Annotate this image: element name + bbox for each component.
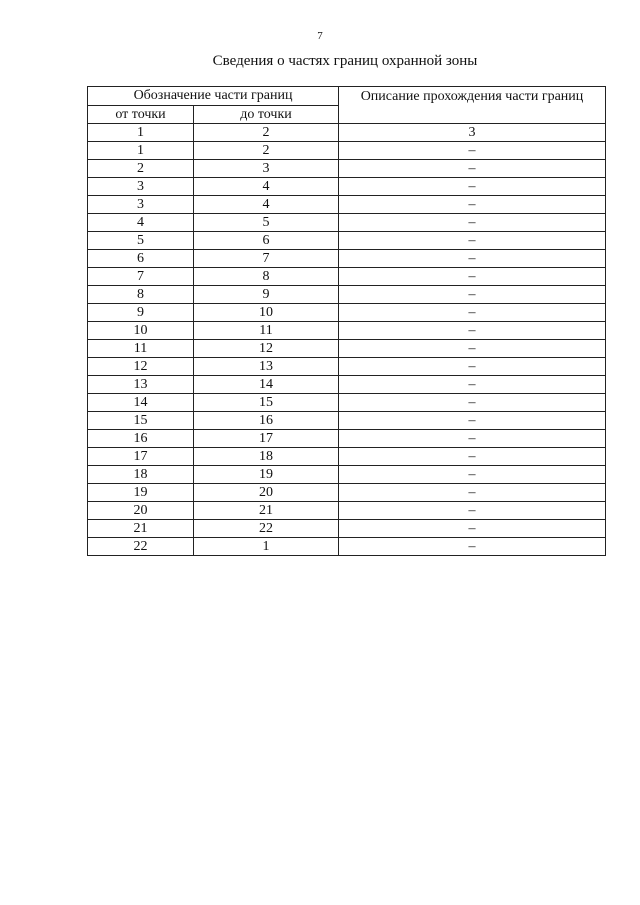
- from-point-cell: 6: [88, 250, 194, 268]
- to-point-cell: 14: [194, 376, 339, 394]
- from-point-cell: 16: [88, 430, 194, 448]
- description-cell: –: [339, 502, 606, 520]
- to-point-cell: 4: [194, 196, 339, 214]
- table-row: [88, 340, 606, 358]
- from-point-cell: 17: [88, 448, 194, 466]
- from-point-cell: 3: [88, 178, 194, 196]
- table-row: [88, 178, 606, 196]
- to-point-cell: 1: [194, 538, 339, 556]
- table-row: [88, 376, 606, 394]
- table-row: [88, 448, 606, 466]
- table-row: [88, 196, 606, 214]
- description-cell: –: [339, 286, 606, 304]
- description-cell: –: [339, 448, 606, 466]
- to-point-cell: 12: [194, 340, 339, 358]
- table-row: [88, 430, 606, 448]
- description-cell: –: [339, 376, 606, 394]
- document-title: Сведения о частях границ охранной зоны: [212, 53, 478, 69]
- from-point-cell: 4: [88, 214, 194, 232]
- table-row: [88, 250, 606, 268]
- column-number: 3: [339, 124, 606, 142]
- table-row: [88, 142, 606, 160]
- description-cell: –: [339, 520, 606, 538]
- to-point-cell: 18: [194, 448, 339, 466]
- description-cell: –: [339, 178, 606, 196]
- description-cell: –: [339, 232, 606, 250]
- description-cell: –: [339, 358, 606, 376]
- to-point-cell: 15: [194, 394, 339, 412]
- to-point-header: до точки: [194, 106, 339, 124]
- table-row: [88, 520, 606, 538]
- description-cell: –: [339, 268, 606, 286]
- from-point-cell: 10: [88, 322, 194, 340]
- table-row: [88, 538, 606, 556]
- description-cell: –: [339, 160, 606, 178]
- table-row: [88, 412, 606, 430]
- to-point-cell: 4: [194, 178, 339, 196]
- table-header: [88, 87, 606, 142]
- from-point-cell: 5: [88, 232, 194, 250]
- description-cell: –: [339, 412, 606, 430]
- table-row: [88, 286, 606, 304]
- from-point-cell: 12: [88, 358, 194, 376]
- description-cell: –: [339, 304, 606, 322]
- table-row: [88, 484, 606, 502]
- table-row: [88, 322, 606, 340]
- description-cell: –: [339, 538, 606, 556]
- to-point-cell: 20: [194, 484, 339, 502]
- from-point-cell: 22: [88, 538, 194, 556]
- table-row: [88, 232, 606, 250]
- table-row: [88, 394, 606, 412]
- from-point-cell: 8: [88, 286, 194, 304]
- description-cell: –: [339, 394, 606, 412]
- from-point-cell: 2: [88, 160, 194, 178]
- table-row: [88, 466, 606, 484]
- boundary-description-header: Описание прохождения части границ: [339, 87, 606, 124]
- to-point-cell: 17: [194, 430, 339, 448]
- table-row: [88, 304, 606, 322]
- to-point-cell: 13: [194, 358, 339, 376]
- from-point-cell: 13: [88, 376, 194, 394]
- from-point-cell: 18: [88, 466, 194, 484]
- page-number: 7: [317, 30, 323, 42]
- to-point-cell: 11: [194, 322, 339, 340]
- header-row-top: [88, 87, 606, 106]
- description-cell: –: [339, 214, 606, 232]
- from-point-header: от точки: [88, 106, 194, 124]
- description-cell: –: [339, 142, 606, 160]
- to-point-cell: 9: [194, 286, 339, 304]
- from-point-cell: 9: [88, 304, 194, 322]
- to-point-cell: 21: [194, 502, 339, 520]
- description-cell: –: [339, 430, 606, 448]
- description-cell: –: [339, 322, 606, 340]
- to-point-cell: 2: [194, 142, 339, 160]
- table-row: [88, 358, 606, 376]
- description-cell: –: [339, 466, 606, 484]
- column-numbers-row: [88, 124, 606, 142]
- description-cell: –: [339, 484, 606, 502]
- to-point-cell: 19: [194, 466, 339, 484]
- to-point-cell: 3: [194, 160, 339, 178]
- from-point-cell: 11: [88, 340, 194, 358]
- to-point-cell: 5: [194, 214, 339, 232]
- table-row: [88, 160, 606, 178]
- from-point-cell: 3: [88, 196, 194, 214]
- to-point-cell: 6: [194, 232, 339, 250]
- table-row: [88, 268, 606, 286]
- description-cell: –: [339, 250, 606, 268]
- boundary-parts-table: [87, 86, 606, 556]
- table-row: [88, 214, 606, 232]
- from-point-cell: 1: [88, 142, 194, 160]
- from-point-cell: 15: [88, 412, 194, 430]
- from-point-cell: 14: [88, 394, 194, 412]
- column-number: 1: [88, 124, 194, 142]
- description-cell: –: [339, 196, 606, 214]
- table-row: [88, 502, 606, 520]
- to-point-cell: 8: [194, 268, 339, 286]
- to-point-cell: 7: [194, 250, 339, 268]
- boundary-designation-header: Обозначение части границ: [88, 87, 339, 106]
- to-point-cell: 22: [194, 520, 339, 538]
- to-point-cell: 10: [194, 304, 339, 322]
- from-point-cell: 7: [88, 268, 194, 286]
- description-cell: –: [339, 340, 606, 358]
- to-point-cell: 16: [194, 412, 339, 430]
- table-body: [88, 142, 606, 556]
- column-number: 2: [194, 124, 339, 142]
- from-point-cell: 21: [88, 520, 194, 538]
- from-point-cell: 19: [88, 484, 194, 502]
- from-point-cell: 20: [88, 502, 194, 520]
